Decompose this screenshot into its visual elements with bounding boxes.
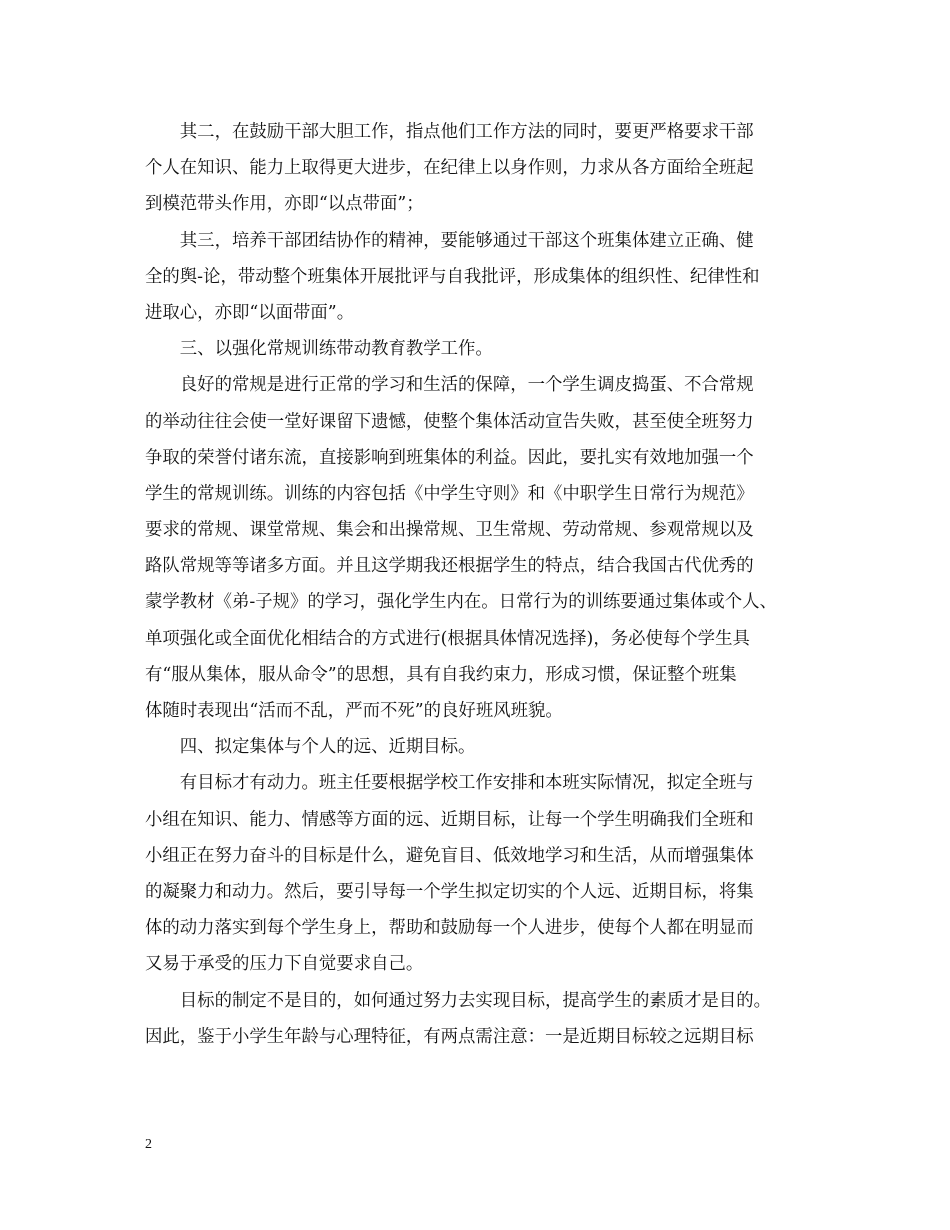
text-line: 其二，在鼓励干部大胆工作，指点他们工作方法的同时，要更严格要求干部 [145,122,754,142]
text-line: 学生的常规训练。训练的内容包括《中学生守则》和《中职学生日常行为规范》 [145,483,754,504]
text-line: 良好的常规是进行正常的学习和生活的保障，一个学生调皮捣蛋、不合常规 [145,375,754,396]
text-line: 小组在知识、能力、情感等方面的远、近期目标，让每一个学生明确我们全班和 [145,809,754,830]
text-line: 全的舆-论，带动整个班集体开展批评与自我批评，形成集体的组织性、纪律性和 [145,266,760,287]
text-line: 的举动往往会使一堂好课留下遗憾，使整个集体活动宣告失败，甚至使全班努力 [145,411,754,432]
body-text [145,114,825,1055]
text-line: 又易于承受的压力下自觉要求自己。 [145,954,424,975]
text-line: 路队常规等等诸多方面。并且这学期我还根据学生的特点，结合我国古代优秀的 [145,556,754,577]
text-line: 争取的荣誉付诸东流，直接影响到班集体的利益。因此，要扎实有效地加强一个 [145,447,754,468]
text-line: 目标的制定不是目的，如何通过努力去实现目标，提高学生的素质才是目的。 [145,990,772,1011]
text-line: 因此，鉴于小学生年龄与心理特征，有两点需注意：一是近期目标较之远期目标 [145,1026,754,1047]
text-line: 要求的常规、课堂常规、集会和出操常规、卫生常规、劳动常规、参观常规以及 [145,520,754,541]
text-line: 其三，培养干部团结协作的精神，要能够通过干部这个班集体建立正确、健 [145,230,754,251]
text-line: 进取心，亦即“以面带面”。 [145,302,355,323]
text-line: 个人在知识、能力上取得更大进步，在纪律上以身作则，力求从各方面给全班起 [145,158,754,179]
text-line: 单项强化或全面优化相结合的方式进行(根据具体情况选择)，务必使每个学生具 [145,628,750,649]
text-line: 四、拟定集体与个人的远、近期目标。 [145,737,476,758]
text-line: 有目标才有动力。班主任要根据学校工作安排和本班实际情况，拟定全班与 [145,773,754,794]
text-line: 体的动力落实到每个学生身上，帮助和鼓励每一个人进步，使每个人都在明显而 [145,918,754,939]
text-line: 三、以强化常规训练带动教育教学工作。 [145,339,493,360]
text-line: 的凝聚力和动力。然后，要引导每一个学生拟定切实的个人远、近期目标，将集 [145,881,754,902]
text-line: 有“服从集体，服从命令”的思想，具有自我约束力，形成习惯，保证整个班集 [145,664,737,685]
page-number: 2 [145,1137,152,1152]
text-line: 小组正在努力奋斗的目标是什么，避免盲目、低效地学习和生活，从而增强集体 [145,845,754,866]
text-line: 体随时表现出“活而不乱，严而不死”的良好班风班貌。 [145,701,563,721]
text-line: 蒙学教材《弟-子规》的学习，强化学生内在。日常行为的训练要通过集体或个人、 [145,592,777,613]
text-line: 到模范带头作用，亦即“以点带面”； [145,194,424,215]
